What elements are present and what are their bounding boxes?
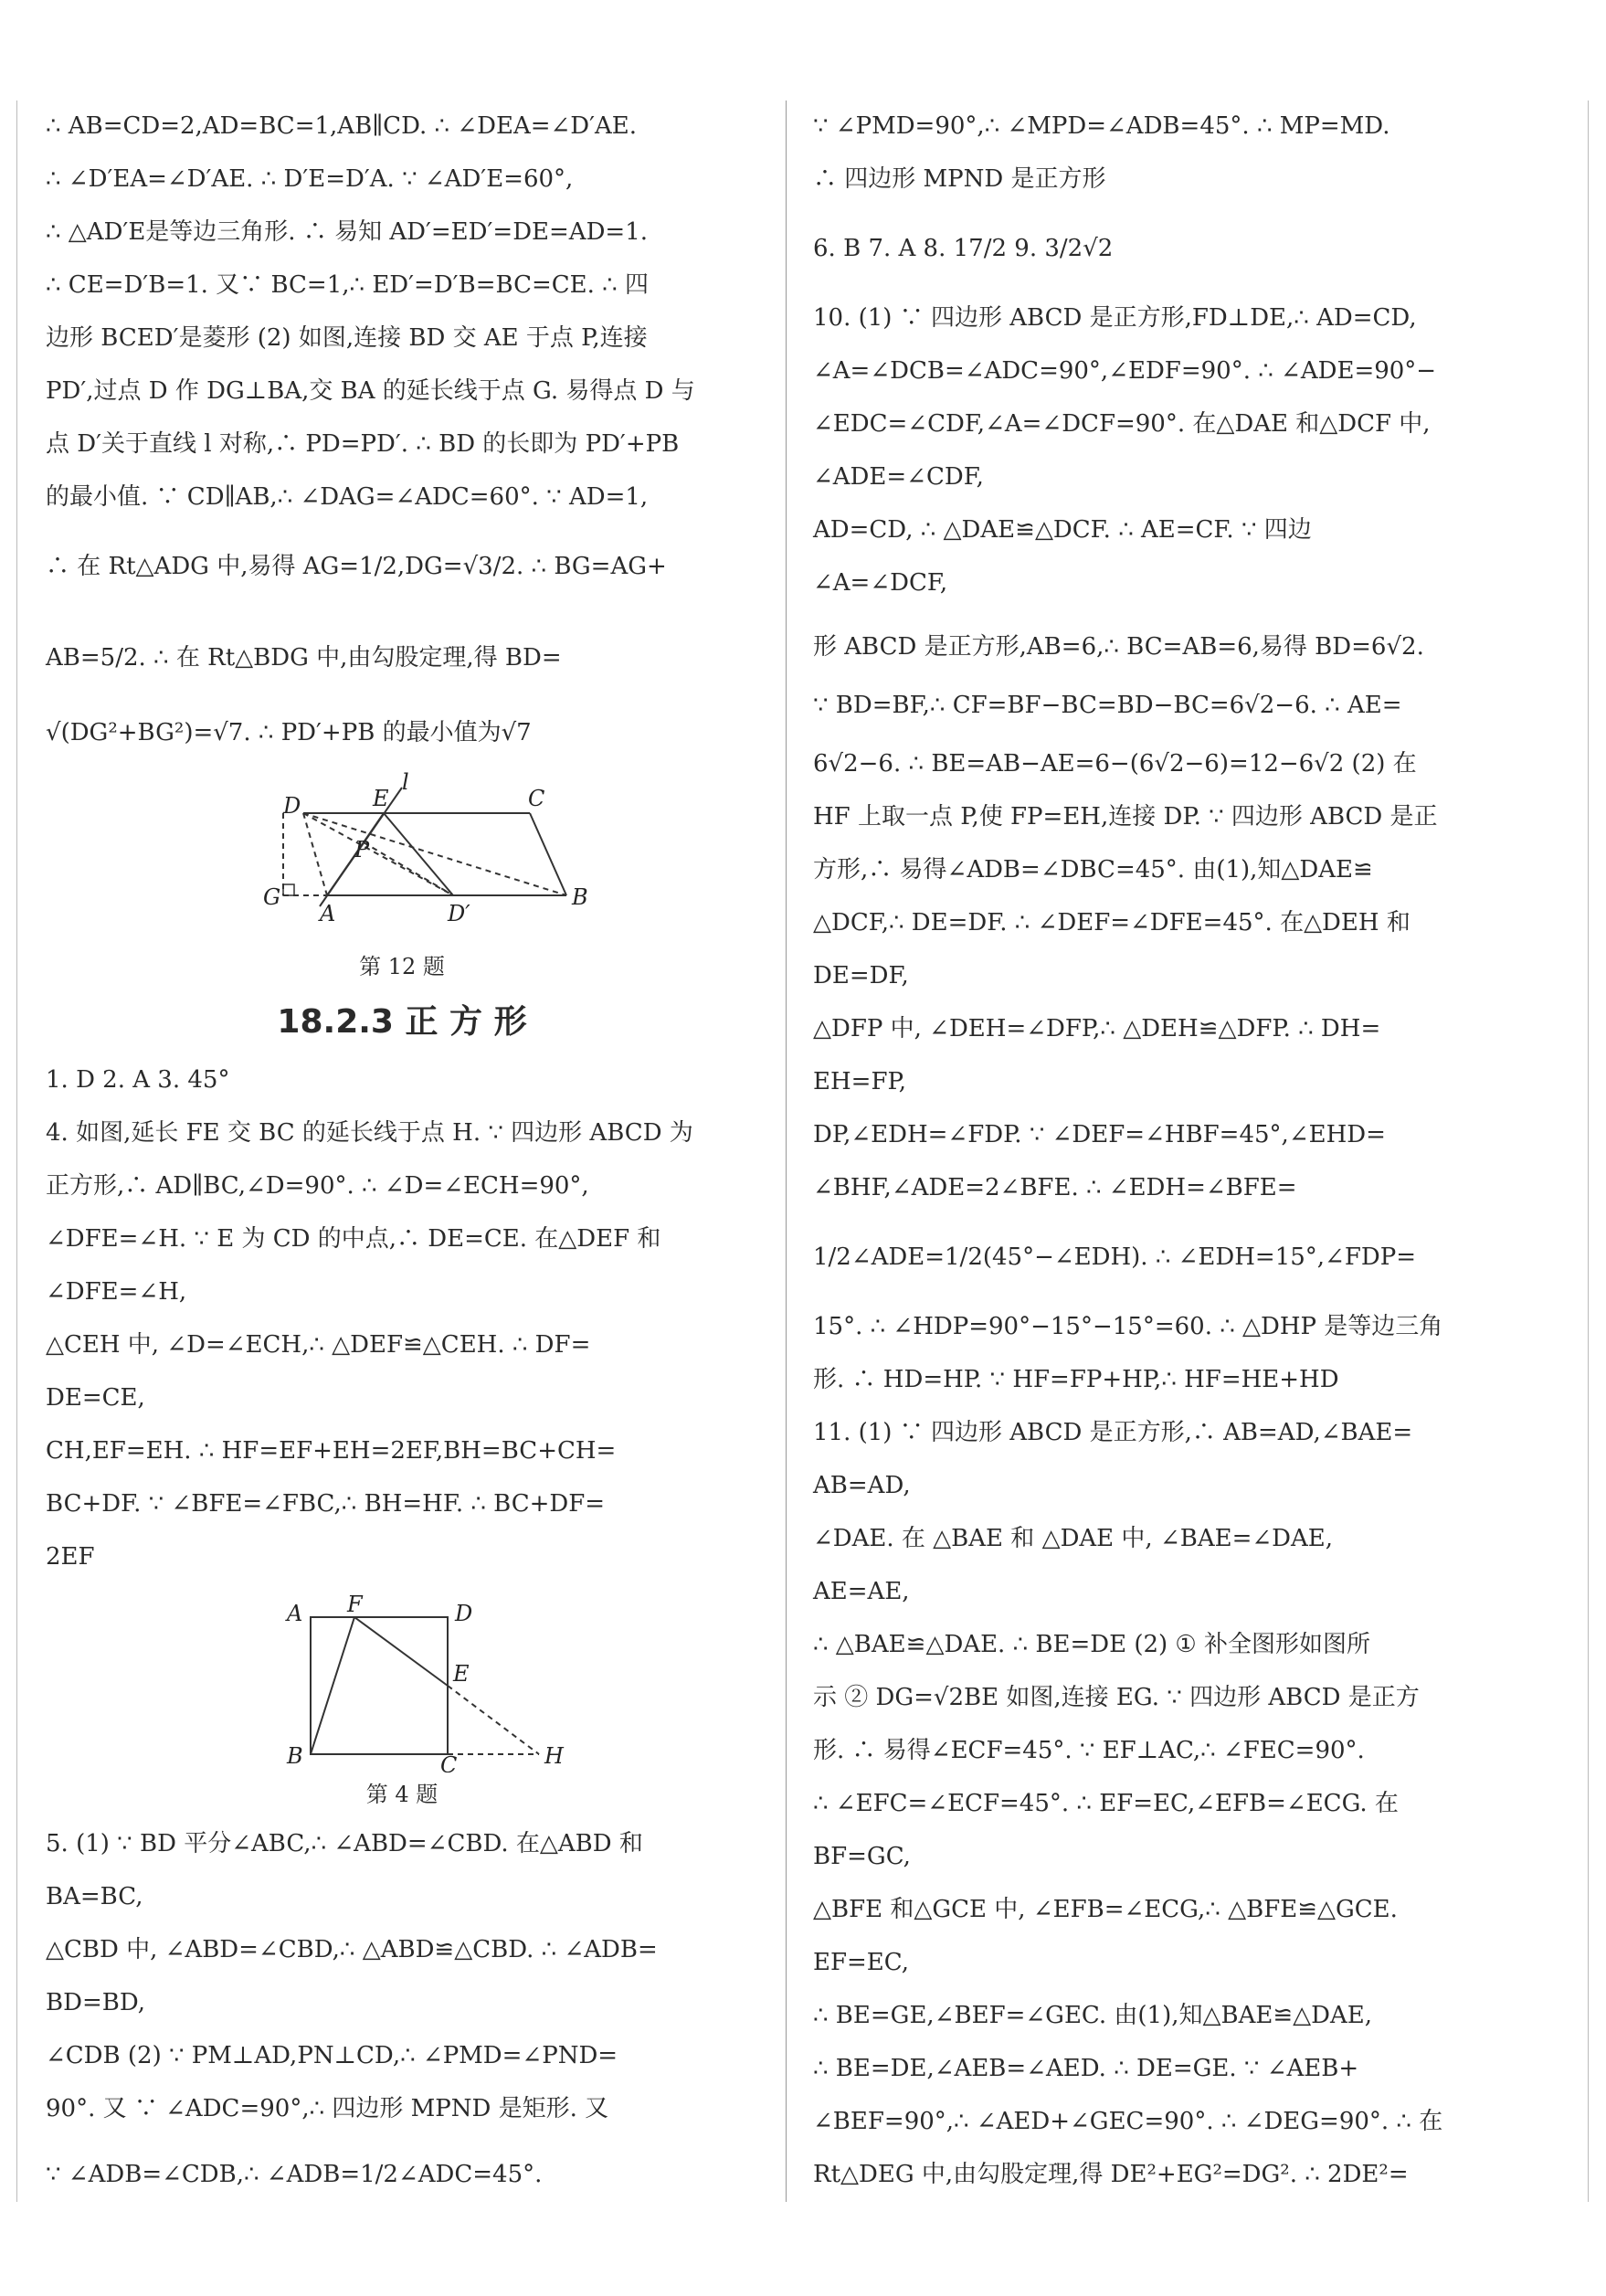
text-line: 的最小值. ∵ CD∥AB,∴ ∠DAG=∠ADC=60°. ∵ AD=1, — [46, 483, 649, 511]
left-page-edge — [16, 101, 17, 2202]
fig12-label-p: P — [354, 837, 370, 862]
text-line: DE=DF, — [813, 962, 909, 989]
text-line: ∵ BD=BF,∴ CF=BF−BC=BD−BC=6√2−6. ∴ AE= — [813, 692, 1402, 719]
text-line: △DFP 中, ∠DEH=∠DFP,∴ △DEH≌△DFP. ∴ DH= — [813, 1015, 1381, 1042]
fig12-label-l: l — [402, 769, 409, 795]
text-line: AE=AE, — [813, 1578, 910, 1605]
fig12-label-d-prime: D′ — [448, 901, 470, 926]
figure-12 — [256, 767, 603, 941]
text-line: EF=EC, — [813, 1949, 910, 1976]
text-line: 1/2∠ADE=1/2(45°−∠EDH). ∴ ∠EDH=15°,∠FDP= — [813, 1243, 1417, 1271]
text-line: BC+DF. ∵ ∠BFE=∠FBC,∴ BH=HF. ∴ BC+DF= — [46, 1490, 606, 1518]
text-line: BD=BD, — [46, 1989, 146, 2016]
text-line: AD=CD, ∴ △DAE≌△DCF. ∴ AE=CF. ∵ 四边 — [813, 516, 1312, 544]
text-line: BF=GC, — [813, 1843, 911, 1870]
text-line: 6. B 7. A 8. 17/2 9. 3/2√2 — [813, 235, 1114, 262]
text-line: ∠A=∠DCF, — [813, 569, 948, 597]
segment-fe — [354, 1617, 448, 1686]
text-line: 2EF — [46, 1543, 95, 1571]
text-line: DP,∠EDH=∠FDP. ∵ ∠DEF=∠HBF=45°,∠EHD= — [813, 1121, 1386, 1148]
text-line: 形. ∴ HD=HP. ∵ HF=FP+HP,∴ HF=HE+HD — [813, 1366, 1339, 1393]
text-line: Rt△DEG 中,由勾股定理,得 DE²+EG²=DG². ∴ 2DE²= — [813, 2161, 1409, 2188]
column-divider — [786, 101, 787, 2202]
text-line: ∴ ∠EFC=∠ECF=45°. ∴ EF=EC,∠EFB=∠ECG. 在 — [813, 1790, 1399, 1817]
segment-dd — [303, 813, 453, 895]
text-line: 示 ② DG=√2BE 如图,连接 EG. ∵ 四边形 ABCD 是正方 — [813, 1684, 1420, 1711]
text-line: △DCF,∴ DE=DF. ∴ ∠DEF=∠DFE=45°. 在△DEH 和 — [813, 909, 1411, 936]
text-line: ∴ BE=DE,∠AEB=∠AED. ∴ DE=GE. ∵ ∠AEB+ — [813, 2055, 1359, 2082]
segment-ed — [384, 813, 453, 895]
text-line: △CBD 中, ∠ABD=∠CBD,∴ △ABD≌△CBD. ∴ ∠ADB= — [46, 1936, 658, 1963]
text-line: ∴ BE=GE,∠BEF=∠GEC. 由(1),知△BAE≌△DAE, — [813, 2002, 1373, 2029]
text-line: ∠ADE=∠CDF, — [813, 463, 984, 491]
text-line: ∴ △AD′E是等边三角形. ∴ 易知 AD′=ED′=DE=AD=1. — [46, 218, 649, 246]
text-line: 方形,∴ 易得∠ADB=∠DBC=45°. 由(1),知△DAE≌ — [813, 856, 1373, 883]
text-line: PD′,过点 D 作 DG⊥BA,交 BA 的延长线于点 G. 易得点 D 与 — [46, 377, 695, 405]
text-line: 6√2−6. ∴ BE=AB−AE=6−(6√2−6)=12−6√2 (2) 在 — [813, 750, 1417, 778]
text-line: ∠EDC=∠CDF,∠A=∠DCF=90°. 在△DAE 和△DCF 中, — [813, 410, 1431, 438]
text-line: ∴ 四边形 MPND 是正方形 — [813, 165, 1106, 193]
figure-4 — [274, 1590, 585, 1772]
text-line: ∴ △BAE≌△DAE. ∴ BE=DE (2) ① 补全图形如图所 — [813, 1631, 1371, 1658]
text-line: ∴ AB=CD=2,AD=BC=1,AB∥CD. ∴ ∠DEA=∠D′AE. — [46, 112, 638, 140]
text-line: 10. (1) ∵ 四边形 ABCD 是正方形,FD⊥DE,∴ AD=CD, — [813, 304, 1417, 332]
text-line: ∠CDB (2) ∵ PM⊥AD,PN⊥CD,∴ ∠PMD=∠PND= — [46, 2042, 618, 2069]
segment-db — [303, 813, 566, 895]
text-line: 1. D 2. A 3. 45° — [46, 1066, 230, 1094]
text-line: △CEH 中, ∠D=∠ECH,∴ △DEF≌△CEH. ∴ DF= — [46, 1331, 591, 1359]
fig4-label-h: H — [544, 1743, 564, 1769]
figure-4-caption: 第 4 题 — [365, 1782, 438, 1807]
right-page-edge — [1588, 101, 1589, 2202]
text-line: AB=AD, — [813, 1472, 911, 1499]
fig4-label-c: C — [440, 1752, 458, 1772]
text-line: 11. (1) ∵ 四边形 ABCD 是正方形,∴ AB=AD,∠BAE= — [813, 1419, 1413, 1446]
fig12-label-d: D — [283, 793, 301, 819]
text-line: 正方形,∴ AD∥BC,∠D=90°. ∴ ∠D=∠ECH=90°, — [46, 1172, 589, 1200]
right-angle-mark — [283, 884, 294, 895]
fig12-label-c: C — [528, 786, 545, 811]
text-line: 形. ∴ 易得∠ECF=45°. ∵ EF⊥AC,∴ ∠FEC=90°. — [813, 1737, 1365, 1764]
text-line: ∠DAE. 在 △BAE 和 △DAE 中, ∠BAE=∠DAE, — [813, 1525, 1334, 1552]
text-line: ∠BHF,∠ADE=2∠BFE. ∴ ∠EDH=∠BFE= — [813, 1174, 1297, 1201]
text-line: ∠A=∠DCB=∠ADC=90°,∠EDF=90°. ∴ ∠ADE=90°− — [813, 357, 1437, 385]
text-line: ∴ CE=D′B=1. 又∵ BC=1,∴ ED′=D′B=BC=CE. ∴ 四 — [46, 271, 649, 299]
text-line: ∴ ∠D′EA=∠D′AE. ∴ D′E=D′A. ∵ ∠AD′E=60°, — [46, 165, 574, 193]
text-line: 5. (1) ∵ BD 平分∠ABC,∴ ∠ABD=∠CBD. 在△ABD 和 — [46, 1830, 643, 1857]
text-line: 4. 如图,延长 FE 交 BC 的延长线于点 H. ∵ 四边形 ABCD 为 — [46, 1119, 693, 1147]
fig12-label-a: A — [320, 901, 336, 926]
fig12-label-g: G — [263, 884, 281, 910]
text-line: 点 D′关于直线 l 对称,∴ PD=PD′. ∴ BD 的长即为 PD′+PB — [46, 430, 680, 458]
fig4-label-d: D — [455, 1601, 473, 1626]
text-line: 边形 BCED′是菱形 (2) 如图,连接 BD 交 AE 于点 P,连接 — [46, 324, 648, 352]
figure-12-caption: 第 12 题 — [359, 954, 445, 979]
text-line: √(DG²+BG²)=√7. ∴ PD′+PB 的最小值为√7 — [46, 719, 532, 746]
text-line: ∠DFE=∠H. ∵ E 为 CD 的中点,∴ DE=CE. 在△DEF 和 — [46, 1225, 661, 1253]
text-line: 15°. ∴ ∠HDP=90°−15°−15°=60. ∴ △DHP 是等边三角 — [813, 1313, 1443, 1340]
text-line: 形 ABCD 是正方形,AB=6,∴ BC=AB=6,易得 BD=6√2. — [813, 633, 1424, 661]
text-line: CH,EF=EH. ∴ HF=EF+EH=2EF,BH=BC+CH= — [46, 1437, 617, 1465]
text-line: △BFE 和△GCE 中, ∠EFB=∠ECG,∴ △BFE≌△GCE. — [813, 1896, 1398, 1923]
square-abcd — [311, 1617, 448, 1754]
text-line: HF 上取一点 P,使 FP=EH,连接 DP. ∵ 四边形 ABCD 是正 — [813, 803, 1438, 831]
text-line: ∠DFE=∠H, — [46, 1278, 187, 1306]
text-line: ∠BEF=90°,∴ ∠AED+∠GEC=90°. ∴ ∠DEG=90°. ∴ 在 — [813, 2108, 1443, 2135]
section-title: 18.2.3 正 方 形 — [277, 1003, 527, 1041]
segment-da — [303, 813, 327, 895]
text-line: DE=CE, — [46, 1384, 145, 1412]
text-line: ∵ ∠PMD=90°,∴ ∠MPD=∠ADB=45°. ∴ MP=MD. — [813, 112, 1390, 140]
fig4-label-f: F — [347, 1592, 363, 1617]
fig4-label-a: A — [287, 1601, 303, 1626]
fig4-label-b: B — [287, 1743, 303, 1769]
segment-cb — [530, 813, 566, 895]
text-line: AB=5/2. ∴ 在 Rt△BDG 中,由勾股定理,得 BD= — [46, 644, 562, 672]
text-line: ∴ 在 Rt△ADG 中,易得 AG=1/2,DG=√3/2. ∴ BG=AG+ — [46, 553, 667, 580]
text-line: BA=BC, — [46, 1883, 143, 1910]
text-line: EH=FP, — [813, 1068, 906, 1095]
text-line: 90°. 又 ∵ ∠ADC=90°,∴ 四边形 MPND 是矩形. 又 — [46, 2095, 609, 2122]
text-line: ∵ ∠ADB=∠CDB,∴ ∠ADB=1/2∠ADC=45°. — [46, 2161, 543, 2188]
fig4-label-e: E — [453, 1661, 470, 1687]
segment-bf — [311, 1617, 354, 1754]
segment-eh — [448, 1686, 539, 1754]
fig12-label-b: B — [572, 884, 588, 910]
fig12-label-e: E — [373, 786, 389, 811]
